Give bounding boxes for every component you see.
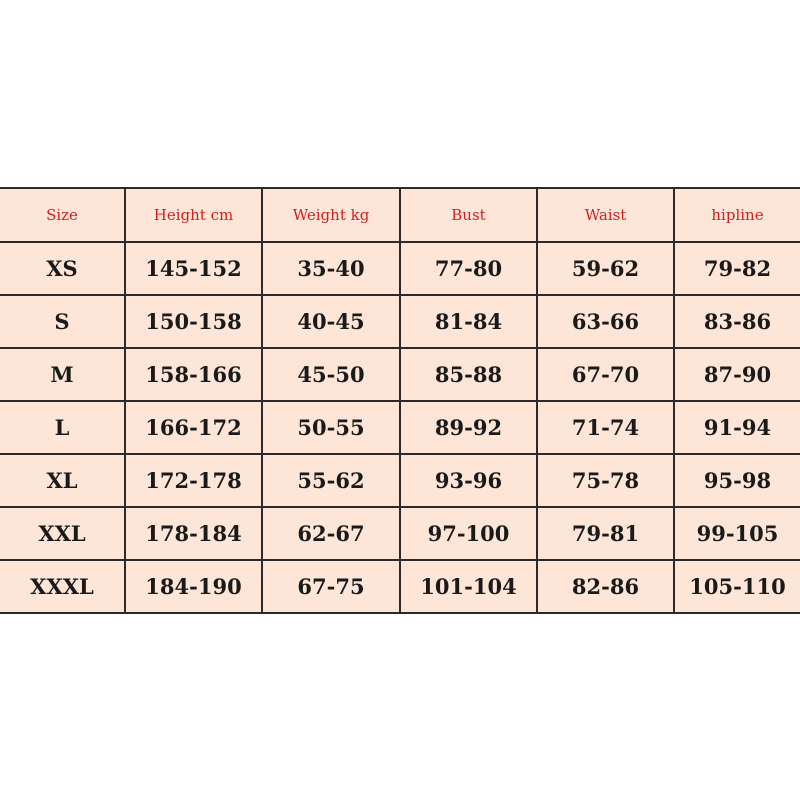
table-row xyxy=(0,401,800,454)
height-cell: 184-190 xyxy=(125,560,262,613)
weight-cell: 50-55 xyxy=(262,401,400,454)
table-row xyxy=(0,507,800,560)
waist-cell: 63-66 xyxy=(537,295,674,348)
header-weight: Weight kg xyxy=(262,188,400,242)
waist-cell: 59-62 xyxy=(537,242,674,295)
bust-cell: 85-88 xyxy=(400,348,537,401)
weight-cell: 67-75 xyxy=(262,560,400,613)
table-row xyxy=(0,348,800,401)
bust-cell: 97-100 xyxy=(400,507,537,560)
waist-cell: 79-81 xyxy=(537,507,674,560)
bust-cell: 93-96 xyxy=(400,454,537,507)
bust-cell: 89-92 xyxy=(400,401,537,454)
waist-cell: 71-74 xyxy=(537,401,674,454)
header-waist: Waist xyxy=(537,188,674,242)
hipline-cell: 87-90 xyxy=(674,348,800,401)
bust-cell: 81-84 xyxy=(400,295,537,348)
bust-cell: 77-80 xyxy=(400,242,537,295)
header-bust: Bust xyxy=(400,188,537,242)
hipline-cell: 95-98 xyxy=(674,454,800,507)
height-cell: 150-158 xyxy=(125,295,262,348)
header-hipline: hipline xyxy=(674,188,800,242)
hipline-cell: 105-110 xyxy=(674,560,800,613)
waist-cell: 67-70 xyxy=(537,348,674,401)
hipline-cell: 79-82 xyxy=(674,242,800,295)
size-cell: XXL xyxy=(0,507,125,560)
height-cell: 145-152 xyxy=(125,242,262,295)
waist-cell: 75-78 xyxy=(537,454,674,507)
table-row xyxy=(0,560,800,613)
size-cell: XS xyxy=(0,242,125,295)
size-cell: XL xyxy=(0,454,125,507)
height-cell: 178-184 xyxy=(125,507,262,560)
weight-cell: 35-40 xyxy=(262,242,400,295)
hipline-cell: 99-105 xyxy=(674,507,800,560)
height-cell: 172-178 xyxy=(125,454,262,507)
height-cell: 166-172 xyxy=(125,401,262,454)
size-cell: S xyxy=(0,295,125,348)
size-cell: L xyxy=(0,401,125,454)
header-size: Size xyxy=(0,188,125,242)
height-cell: 158-166 xyxy=(125,348,262,401)
size-chart-table xyxy=(0,187,800,614)
size-cell: M xyxy=(0,348,125,401)
weight-cell: 45-50 xyxy=(262,348,400,401)
weight-cell: 62-67 xyxy=(262,507,400,560)
hipline-cell: 91-94 xyxy=(674,401,800,454)
header-height: Height cm xyxy=(125,188,262,242)
waist-cell: 82-86 xyxy=(537,560,674,613)
table-row xyxy=(0,295,800,348)
header-row xyxy=(0,188,800,242)
bust-cell: 101-104 xyxy=(400,560,537,613)
hipline-cell: 83-86 xyxy=(674,295,800,348)
weight-cell: 55-62 xyxy=(262,454,400,507)
table-row xyxy=(0,454,800,507)
weight-cell: 40-45 xyxy=(262,295,400,348)
size-cell: XXXL xyxy=(0,560,125,613)
table-row xyxy=(0,242,800,295)
